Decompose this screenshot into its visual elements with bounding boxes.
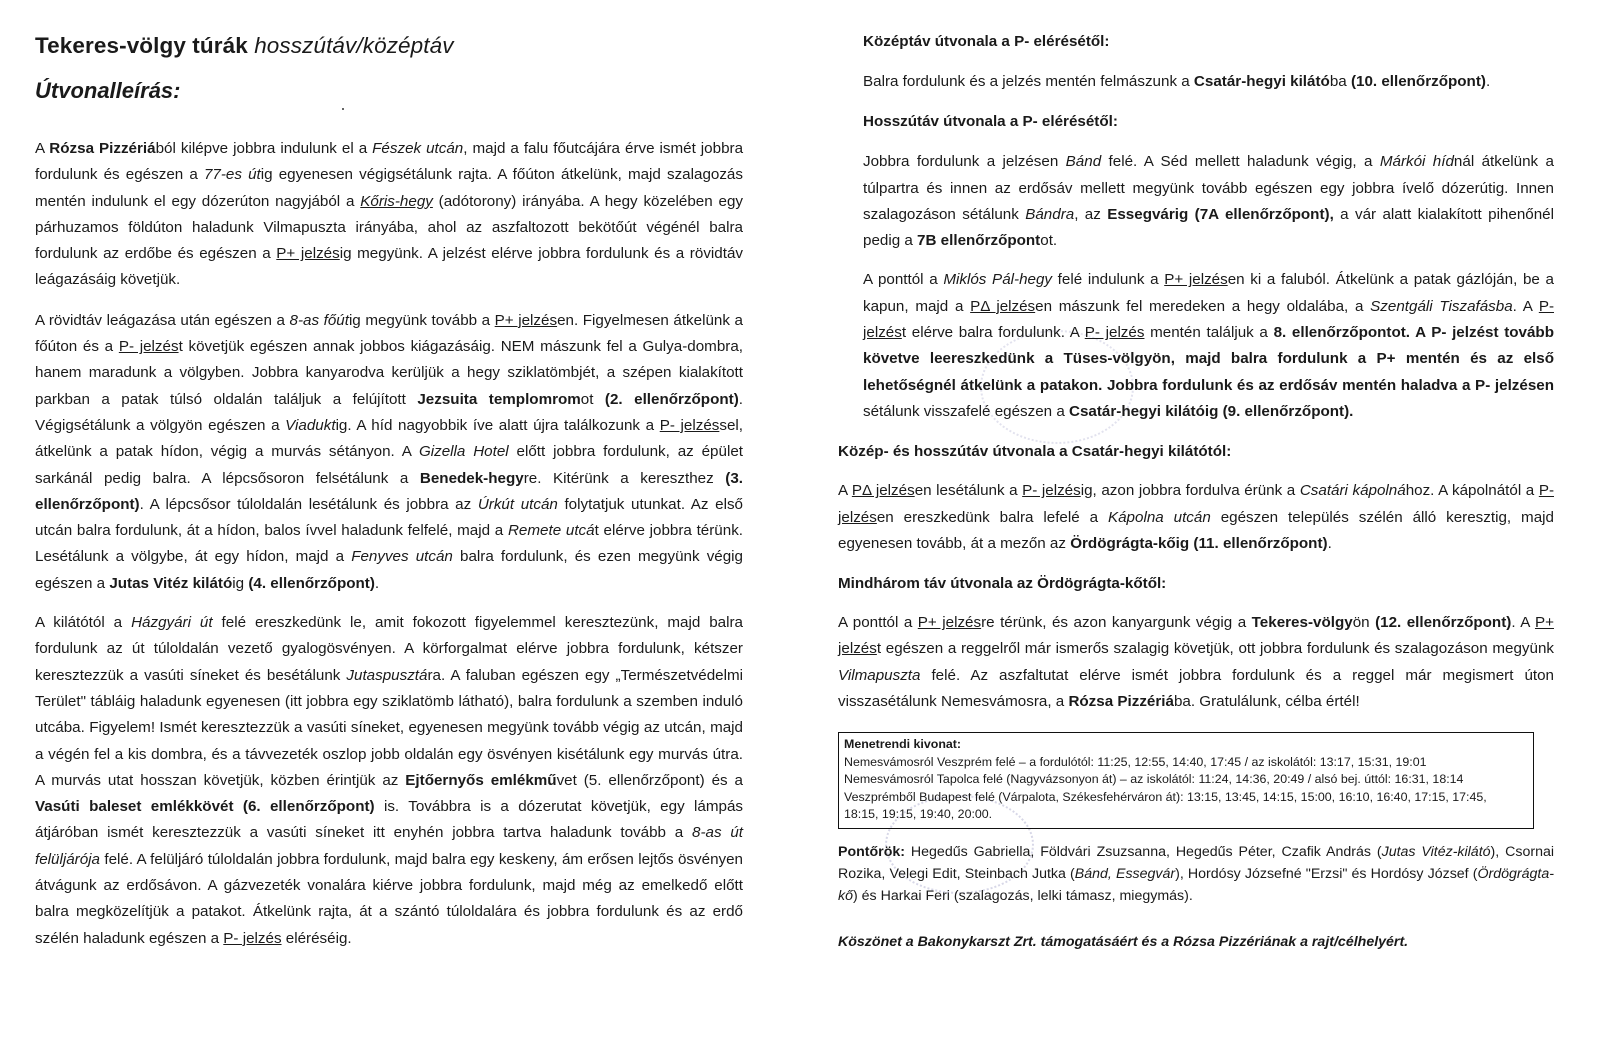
text-run: ot	[580, 390, 605, 408]
paragraph-lookout-to-p-marker	[35, 610, 743, 952]
paragraph-all-routes	[838, 610, 1554, 715]
text-run: P+ jelzés	[917, 614, 982, 632]
paragraph-from-csatar-lookout	[838, 478, 1554, 557]
timetable-line: Veszprémből Budapest felé (Várpalota, Székesfehérváron át): 13:15, 13:45, 14:15, 15:00, 16:10, 16:40, 17:15, 17:45,	[844, 789, 1487, 804]
text-run: ra. A faluban egészen egy „Természetvédelmi Terület" tábláig haladunk egyenesen (itt jobbra egy sziklatömb látható), balra fordulunk a szemben induló utcába. Figyelem! Ismét keresztezzük a vasúti síneket, egyenesen megyünk tovább végig az utcán, majd a végén fel a kis dombra, és a távvezeték oszlop jobb oldalán egy ösvényen kisétálunk egy murvás útra. A murvás utat hosszan követjük, közben érintjük az	[35, 666, 743, 789]
text-run: .	[374, 574, 380, 592]
text-run: Tekeres-völgy	[1251, 614, 1353, 632]
paragraph-long-route-1	[838, 149, 1554, 254]
text-run: ön	[1352, 614, 1376, 632]
text-run: ) és Harkai Feri (szalagozás, lelki támasz, miegymás).	[852, 887, 1193, 904]
text-run: .	[1485, 73, 1491, 90]
text-run: (4. ellenőrzőpont)	[248, 574, 375, 592]
title-italic: hosszútáv/középtáv	[254, 33, 454, 58]
text-run: Köszönet a	[838, 933, 918, 950]
text-run: egészen település szélén álló keresztig, majd egyenesen tovább, át a mezőn az	[838, 508, 1554, 552]
text-run: . A lépcsősor túloldalán lesétálunk és jobbra az	[139, 495, 478, 513]
text-run: A rövidtáv leágazása után egészen a	[35, 311, 290, 329]
text-run: Benedek-hegy	[419, 469, 524, 487]
text-run: re térünk, és azon kanyargunk végig a	[981, 614, 1252, 632]
text-run: P+ jelzés	[1164, 271, 1228, 289]
checkpoint-staff-credits	[838, 841, 1554, 907]
text-run: t elérve balra fordulunk. A	[901, 324, 1085, 342]
text-run: . Végigsétálunk a völgyön egészen a	[35, 390, 743, 434]
text-run: Ejtőernyős emlékmű	[405, 771, 557, 789]
timetable-box	[838, 732, 1534, 829]
text-run: nál átkelünk a túlpartra és innen az erdősáv mellett megyünk tovább egészen egy jobbra ívelő dózerútig. Innen szalagozáson sétálunk	[863, 153, 1554, 223]
text-run: felé. A felüljáró túloldalán jobbra fordulunk, majd balra egy keskeny, ám erősen lejtős ösvényen átvágunk az erdősávon. A gázvezeték vonalára kiérve jobbra fordulunk, majd még az emelkedő előtt balra megközelítjük a patakot. Átkelünk rajta, át a szántó túloldalára és jobbra fordulunk és az erdő szélén haladunk egészen a	[35, 850, 743, 947]
text-run: Miklós Pál-hegy	[943, 271, 1053, 289]
text-run: Viadukt	[285, 416, 336, 434]
text-run: ba. Gratulálunk, célba értél!	[1173, 693, 1360, 711]
text-run: Kőris-hegy	[360, 192, 433, 210]
text-run: 7B ellenőrzőpont	[917, 232, 1041, 250]
text-run: Gizella Hotel	[418, 443, 509, 461]
text-run: P- jelzés	[838, 482, 1554, 526]
text-run: hoz. A kápolnától a	[1405, 482, 1539, 500]
text-run: felé indulunk a	[1052, 271, 1165, 289]
text-run: Vasúti baleset emlékkövét	[35, 798, 234, 816]
text-run: balra fordulunk, és ezen megyünk végig egészen a	[35, 548, 743, 592]
text-run: a rajt/célhelyért.	[1296, 933, 1409, 950]
route-description-heading: Útvonalleírás:	[35, 78, 181, 103]
text-run: Essegvárig (7A ellenőrzőpont),	[1107, 205, 1334, 223]
text-run: ig, azon jobbra fordulva érünk a	[1080, 482, 1300, 500]
text-run: folytatjuk utunkat. Az első utcán balra fordulunk, át a hídon, balos ívvel haladunk felfelé, majd a	[35, 495, 743, 540]
text-run: Csatár-hegyi kilátóig (9. ellenőrzőpont).	[1069, 402, 1354, 420]
text-run: sétálunk visszafelé egészen a	[863, 402, 1069, 420]
title-bold: Tekeres-völgy túrák	[35, 33, 248, 58]
text-run: Bánd	[1065, 153, 1102, 171]
text-run: eléréséig.	[281, 929, 352, 947]
timetable-heading: Menetrendi kivonat:	[844, 737, 962, 752]
text-run: 8-as főút	[289, 311, 349, 329]
text-run: Fészek utcán	[372, 140, 464, 157]
text-run: Jobbra fordulunk a jelzésen	[863, 153, 1066, 171]
text-run: ig egyenesen végigsétálunk rajta. A főúton átkelünk, majd szalagozás mentén indulunk el egy dózerúton nagyjából a	[35, 166, 743, 210]
text-run: ), Hordósy Józsefné "Erzsi" és Hordósy József (	[1175, 865, 1478, 882]
text-run: (10. ellenőrzőpont)	[1350, 73, 1486, 90]
heading-from-csatar-lookout: Közép- és hosszútáv útvonala a Csatár-hegyi kilátótól:	[838, 443, 1232, 461]
timetable-line: 18:15, 19:15, 19:40, 20:00.	[844, 807, 993, 822]
text-run: Bakonykarszt Zrt.	[917, 933, 1037, 950]
text-run: ból kilépve jobbra indulunk el a	[155, 140, 373, 157]
heading-medium-route: Középtáv útvonala a P- elérésétől:	[863, 33, 1110, 50]
text-run: Márkói híd	[1379, 153, 1454, 171]
text-run: ig megyünk. A jelzést elérve jobbra fordulunk és a rövidtáv leágazásáig követjük.	[35, 245, 743, 289]
text-run: Remete utcá	[507, 522, 595, 540]
text-run: . A	[1511, 614, 1535, 632]
text-run: P- jelzés	[1022, 482, 1081, 500]
text-run: Jutas Vitéz kilátó	[109, 574, 233, 592]
text-run: Bándra	[1025, 205, 1075, 223]
text-run: sel, átkelünk a patak hídon, végig a murvás sétányon. A	[35, 416, 743, 461]
text-run: 8. ellenőrzőpontot. A P- jelzést tovább követve leereszkedünk a Tüses-völgyön, majd balra fordulunk a P+ mentén és az első lehetőségnél átkelünk a patakon. Jobbra fordulunk és az erdősáv mentén haladva a P- jelzésen	[863, 324, 1554, 394]
text-run: Házgyári út	[131, 614, 213, 632]
text-run: Bánd, Essegvár	[1074, 865, 1176, 882]
text-run: re. Kitérünk a kereszthez	[523, 469, 726, 487]
text-run: vet (5. ellenőrzőpont) és a	[556, 771, 743, 789]
left-column	[35, 0, 743, 952]
heading-long-route: Hosszútáv útvonala a P- elérésétől:	[863, 113, 1118, 131]
text-run: 77-es út	[203, 166, 261, 184]
text-run: ), Csornai Rozika, Velegi Edit, Steinbach Jutka (	[838, 843, 1555, 882]
text-run: ig	[232, 574, 249, 592]
text-run: Hegedűs Gabriella, Földvári Zsuzsanna, Hegedűs Péter, Czafik András (	[905, 843, 1382, 860]
text-run: P+ jelzés	[276, 245, 340, 263]
text-run: előtt jobbra fordulunk, az épület sarkánál pedig balra. A lépcsősoron felsétálunk a	[35, 443, 743, 487]
text-run: t követjük egészen annak jobbos kiágazásáig. NEM mászunk fel a Gulya-dombra, hanem maradunk a völgyben. Jobbra kanyarodva kerüljük a hegy sziklatömbjét, a szépen kialakított parkban a patak túlsó oldalán találjuk a felújított	[35, 338, 743, 408]
text-run: a vár alatt kialakított pihenőnél pedig a	[863, 205, 1554, 250]
text-run: A kilátótól a	[35, 614, 132, 632]
text-run: Rózsa Pizzériának	[1173, 933, 1297, 950]
text-run: felé ereszkedünk le, amit fokozott figyelemmel keresztezünk, majd balra fordulunk az út túloldalán vezető gyalogösvényen. A körforgalmat elérve jobbra fordulunk, kétszer keresztezzük a vasúti síneket és besétálunk	[35, 614, 743, 684]
text-run: (adótorony) irányába. A hegy közelében egy párhuzamos földúton haladunk Vilmapuszta irányába, ahol az aszfaltozott bekötőút végénél balra fordulunk az erdőbe és egészen a	[35, 192, 743, 263]
text-run: en ki a faluból. Átkelünk a patak gázlóján, be a kapun, majd a	[863, 271, 1554, 315]
text-run: , majd a falu főutcájára érve ismét jobbra fordulunk és egészen a	[35, 140, 744, 184]
right-column	[838, 0, 1554, 967]
text-run: P- jelzés	[863, 297, 1554, 342]
text-run: Ördögrágta-kőig (11. ellenőrzőpont)	[1070, 534, 1328, 552]
text-run: t egészen a reggelről már ismerős szalagig követjük, ott jobbra fordulunk és szalagozáson megyünk	[876, 640, 1554, 658]
text-run: 8-as út felüljárója	[35, 824, 744, 868]
text-run: A	[35, 140, 50, 157]
text-run: Úrkút utcán	[477, 495, 558, 513]
text-run: támogatásáért és a	[1036, 933, 1174, 950]
text-run: en ereszkedünk balra lefelé a	[876, 508, 1108, 526]
paragraph-start	[35, 136, 743, 294]
text-run: en. Figyelmesen átkelünk a főúton és a	[35, 311, 743, 356]
text-run: P- jelzés	[118, 338, 179, 356]
text-run: Fenyves utcán	[351, 548, 453, 566]
text-run: P- jelzés	[659, 416, 720, 434]
text-run: (2. ellenőrzőpont)	[604, 390, 739, 408]
text-run: ba	[1329, 73, 1351, 90]
text-run: felé. Az aszfaltutat elérve ismét jobbra fordulunk és a reggel már megismert úton visszasétálunk Nemesvámosra, a	[838, 666, 1554, 711]
text-run: PΔ jelzés	[851, 482, 915, 500]
text-run: (3. ellenőrzőpont)	[35, 469, 743, 513]
document-title	[35, 30, 743, 62]
text-run: A ponttól a	[838, 614, 918, 632]
text-run: .	[1327, 534, 1332, 552]
text-run: A ponttól a	[863, 271, 944, 289]
text-run: Pontőrök:	[838, 843, 905, 860]
timetable-line: Nemesvámosról Veszprém felé – a fordulótól: 11:25, 12:55, 14:40, 17:45 / az iskolától: 13:17, 15:31, 19:01	[844, 754, 1427, 769]
text-run: Vilmapuszta	[838, 666, 921, 684]
text-run: en mászunk fel meredeken a hegy oldalába, a	[1035, 297, 1371, 315]
text-run: Csatári kápolná	[1299, 482, 1406, 500]
paragraph-shortcut-branch	[35, 308, 743, 597]
timetable-line: Nemesvámosról Tapolca felé (Nagyvázsonyon át) – az iskolától: 11:24, 14:36, 20:49 / alsó bej. úttól: 16:31, 18:14	[844, 772, 1464, 787]
text-run: P+ jelzés	[494, 311, 558, 329]
text-run: (6. ellenőrzőpont)	[242, 798, 375, 816]
text-run: is. Továbbra is a dózerutat követjük, egy lámpás átjáróban ismét keresztezzük a vasúti síneket itt enyhén jobbra tartva haladunk tovább a	[35, 798, 743, 842]
text-run: Csatár-hegyi kilátó	[1193, 73, 1330, 90]
text-run: , az	[1074, 205, 1108, 223]
text-run: Jezsuita templomrom	[417, 390, 581, 408]
text-run: P+ jelzés	[838, 614, 1554, 658]
text-run: P- jelzés	[1084, 324, 1145, 342]
text-run: Szentgáli Tiszafásba	[1370, 297, 1513, 315]
text-run: ot.	[1040, 232, 1058, 250]
text-run: felé. A Séd mellett haladunk végig, a	[1101, 153, 1380, 171]
text-run: Ördögrágta-kő	[838, 865, 1554, 904]
text-run: Kápolna utcán	[1107, 508, 1211, 526]
text-run: Rózsa Pizzériá	[49, 140, 156, 157]
text-run: Jutaspusztá	[346, 666, 428, 684]
text-run: en lesétálunk a	[914, 482, 1023, 500]
text-run: t elérve jobbra térünk. Lesétálunk a völgybe, át egy hídon, majd a	[35, 522, 744, 566]
text-run: (12. ellenőrzőpont)	[1375, 614, 1512, 632]
text-run: ig. A híd nagyobbik íve alatt újra találkozunk a	[335, 416, 660, 434]
text-run: Balra fordulunk és a jelzés mentén felmászunk a	[863, 73, 1194, 90]
heading-all-routes: Mindhárom táv útvonala az Ördögrágta-kőtől:	[838, 575, 1167, 593]
paragraph-medium-route	[838, 69, 1554, 95]
text-run: Rózsa Pizzériá	[1068, 693, 1174, 711]
paragraph-long-route-2	[838, 267, 1554, 425]
text-run: ig megyünk tovább a	[348, 311, 495, 329]
text-run: PΔ jelzés	[970, 297, 1036, 315]
acknowledgement	[838, 931, 1554, 953]
text-run	[234, 798, 243, 815]
text-run: . A	[1512, 297, 1539, 315]
text-run: A	[838, 482, 852, 500]
text-run: Jutas Vitéz-kilátó	[1381, 843, 1491, 860]
text-run: mentén találjuk a	[1144, 324, 1274, 342]
text-run: P- jelzés	[223, 929, 282, 947]
